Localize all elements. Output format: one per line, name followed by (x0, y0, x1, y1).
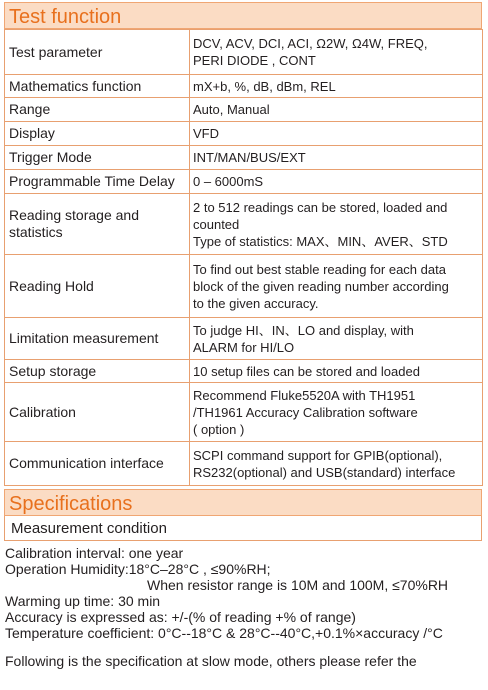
row-label: Reading Hold (5, 255, 190, 318)
row-value: INT/MAN/BUS/EXT (190, 146, 483, 170)
humidity-note-text: When resistor range is 10M and 100M, ≤70%RH (147, 577, 449, 593)
table-row (5, 318, 483, 360)
test-function-header: Test function (4, 2, 482, 29)
row-value: SCPI command support for GPIB(optional), RS232(optional) and USB(standard) interface (190, 442, 483, 486)
row-value: DCV, ACV, DCI, ACI, Ω2W, Ω4W, FREQ, PERI DIODE , CONT (190, 30, 483, 75)
table-row (5, 194, 483, 255)
table-row (5, 360, 483, 383)
specifications-header: Specifications (4, 489, 482, 516)
row-label: Test parameter (5, 30, 190, 75)
calibration-interval-text: Calibration interval: one year (5, 545, 184, 561)
row-value: Auto, Manual (190, 98, 483, 122)
row-label: Calibration (5, 383, 190, 442)
temperature-coefficient-text: Temperature coefficient: 0°C--18°C & 28°C--40°C,+0.1%×accuracy /°C (5, 625, 443, 641)
humidity-text: Operation Humidity:18°C–28°C , ≤90%RH; (5, 561, 271, 577)
row-label: Trigger Mode (5, 146, 190, 170)
following-text: Following is the specification at slow mode, others please refer the (5, 653, 417, 669)
row-value: mX+b, %, dB, dBm, REL (190, 75, 483, 98)
row-label: Setup storage (5, 360, 190, 383)
table-row (5, 383, 483, 442)
table-row (5, 255, 483, 318)
row-value: VFD (190, 122, 483, 146)
test-function-table (4, 29, 483, 486)
row-value: To find out best stable reading for each data block of the given reading number according to the given accuracy. (190, 255, 483, 318)
table-row (5, 146, 483, 170)
row-value: To judge HI、IN、LO and display, with ALARM for HI/LO (190, 318, 483, 360)
table-row (5, 442, 483, 486)
table-row (5, 98, 483, 122)
table-row (5, 75, 483, 98)
table-row (5, 170, 483, 194)
row-value: 10 setup files can be stored and loaded (190, 360, 483, 383)
row-label: Communication interface (5, 442, 190, 486)
row-label: Mathematics function (5, 75, 190, 98)
measurement-condition-title: Measurement condition (4, 516, 482, 541)
table-row (5, 122, 483, 146)
row-label: Range (5, 98, 190, 122)
table-row (5, 30, 483, 75)
warmup-text: Warming up time: 30 min (5, 593, 161, 609)
measurement-condition-body (5, 545, 485, 669)
row-value: Recommend Fluke5520A with TH1951 /TH1961 Accuracy Calibration software ( option ) (190, 383, 483, 442)
row-label: Programmable Time Delay (5, 170, 190, 194)
accuracy-text: Accuracy is expressed as: +/-(% of reading +% of range) (5, 609, 356, 625)
row-value: 2 to 512 readings can be stored, loaded and counted Type of statistics: MAX、MIN、AVER、STD (190, 194, 483, 255)
row-label: Display (5, 122, 190, 146)
row-label: Reading storage and statistics (5, 194, 190, 255)
row-label: Limitation measurement (5, 318, 190, 360)
row-value: 0 – 6000mS (190, 170, 483, 194)
